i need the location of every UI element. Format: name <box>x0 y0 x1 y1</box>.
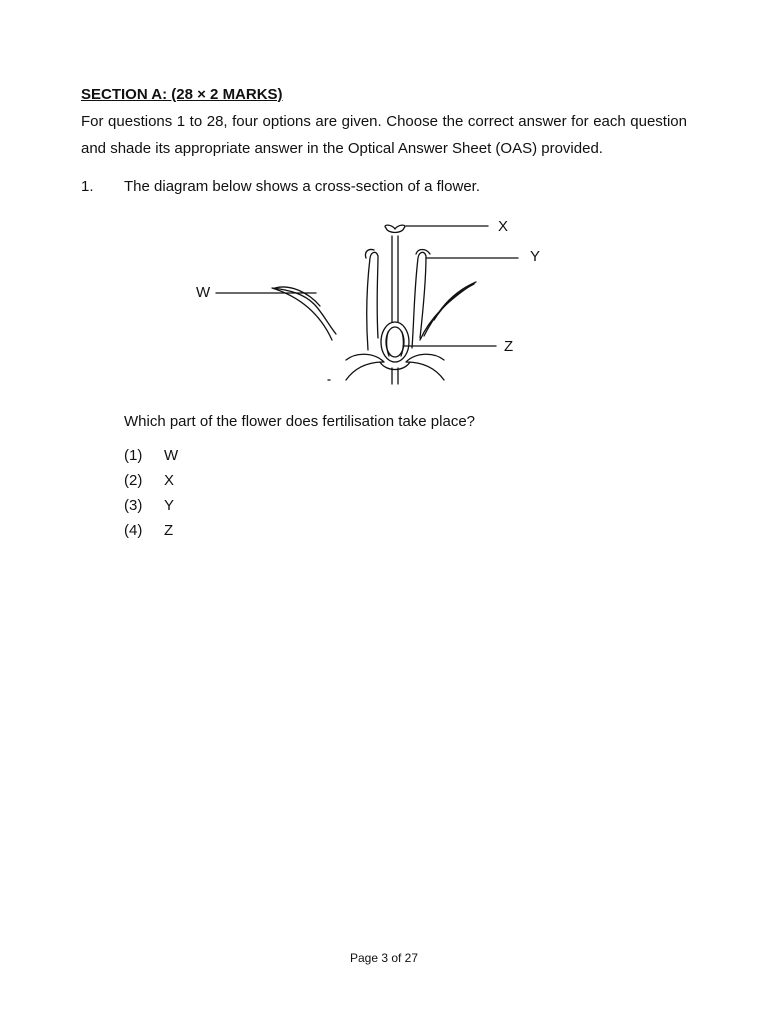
label-z: Z <box>504 338 514 355</box>
section-title: SECTION A: (28 × 2 MARKS) <box>81 86 283 103</box>
page-number: Page 3 of 27 <box>349 951 419 965</box>
option-text: W <box>164 447 179 464</box>
option-3[interactable] <box>124 497 244 522</box>
option-number: (1) <box>124 447 143 464</box>
option-text: X <box>164 472 175 489</box>
ovary-outer <box>381 322 409 362</box>
option-text: Z <box>164 522 174 539</box>
receptacle <box>380 362 410 370</box>
option-text: Y <box>164 497 175 514</box>
option-number: (3) <box>124 497 143 514</box>
stalk <box>392 368 398 384</box>
answer-options <box>124 447 244 547</box>
option-1[interactable] <box>124 447 244 472</box>
label-y: Y <box>530 248 541 265</box>
label-w: W <box>196 284 211 301</box>
option-4[interactable] <box>124 522 244 547</box>
flower-cross-section-diagram <box>180 212 560 392</box>
option-number: (4) <box>124 522 143 539</box>
stigma <box>385 225 405 232</box>
option-number: (2) <box>124 472 143 489</box>
label-x: X <box>498 218 509 235</box>
petal-right-outer-inner <box>434 284 474 320</box>
question-stem: The diagram below shows a cross-section of a flower. <box>124 178 480 195</box>
ovary-inner <box>386 327 404 357</box>
sepal-left <box>346 354 384 380</box>
option-2[interactable] <box>124 472 244 497</box>
flower-diagram-svg <box>180 212 560 392</box>
petal-right-outer <box>420 282 476 340</box>
sepal-right <box>406 354 444 380</box>
question-prompt: Which part of the flower does fertilisation take place? <box>124 413 476 430</box>
petal-left-outer <box>272 288 336 340</box>
section-instructions: For questions 1 to 28, four options are given. Choose the correct answer for each question and shade its appropriate answer in the Optical Answer Sheet (OAS) provided. <box>81 113 687 157</box>
question-number: 1. <box>81 178 94 195</box>
stamen-left <box>367 252 378 350</box>
